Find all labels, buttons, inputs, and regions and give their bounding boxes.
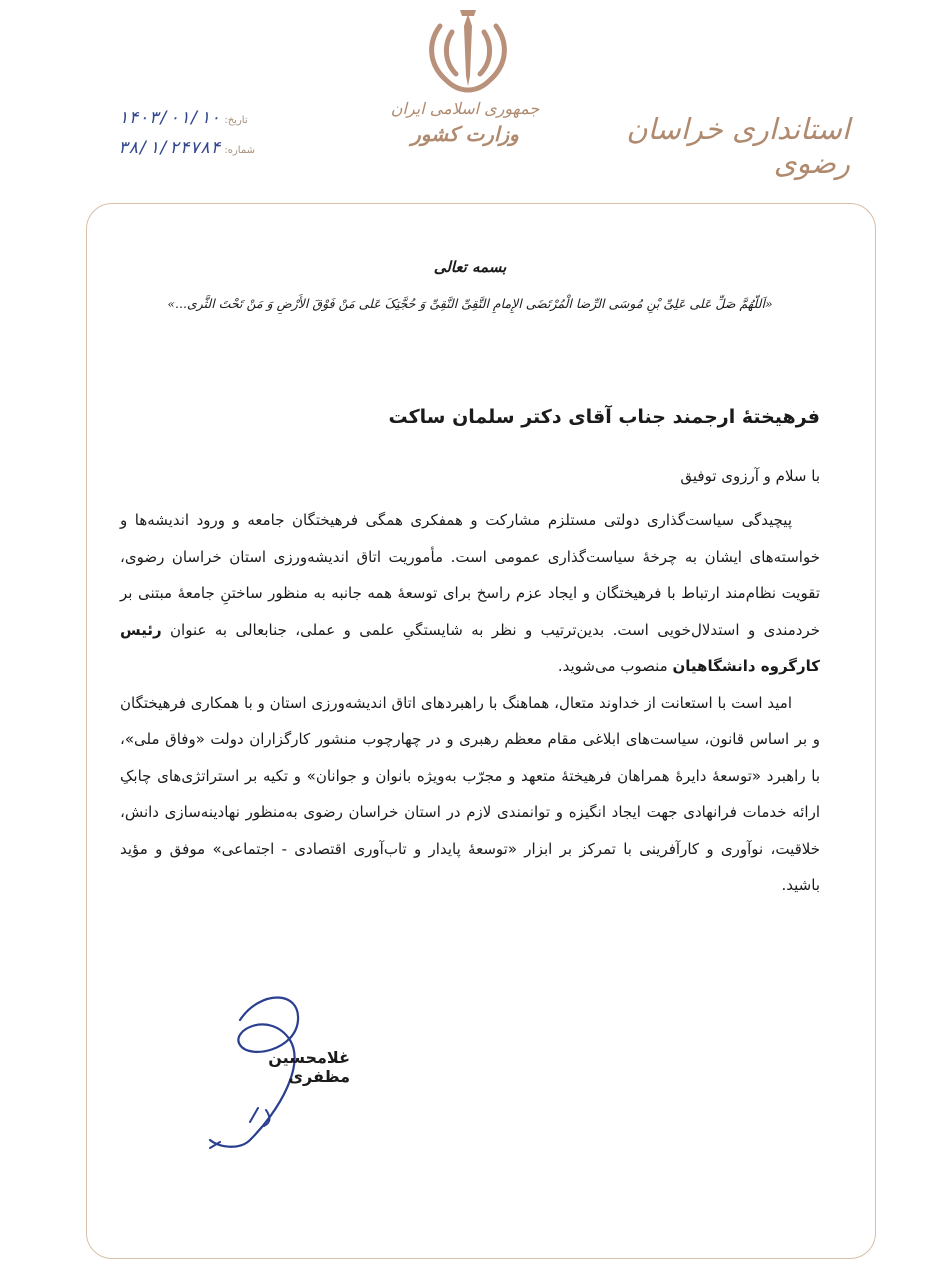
basmala: بسمه تعالی [433,258,507,276]
number-value: ۳۸/۱/۲۴۷۸۴ [118,138,221,158]
letter-body [120,250,820,904]
date-row [118,108,298,138]
paragraph-2: امید است با استعانت از خداوند متعال، هماهنگ با راهبردهای اتاق اندیشه‌ورزی استان و با همکاری فرهیختگان و بر اساس قانون، سیاست‌های ابلاغی مقام معظم رهبری و در چهارچوب منشور کارگزاران دولت «وفاق ملی»، با راهبرد «توسعهٔ دایرهٔ همراهان فرهیختهٔ متعهد و مجرّب به‌ویژه بانوان و جوانان» و تکیه بر استراتژی‌های چابکِ ارائه خدمات فرانهادی جهت ایجاد انگیزه و توانمندی لازم در استان خراسان رضوی به‌منظور نهادینه‌سازی دانش، خلاقیت، نوآوری و کارآفرینی با تمرکز بر ابزار «توسعهٔ پایدار و تاب‌آوری اقتصادی - اجتماعی» موفق و مؤید باشید. [120,693,820,894]
governorate-title: استانداری خراسان رضوی [626,112,850,180]
date-label: تاریخ: [224,115,248,126]
prayer-line: «اَللّهُمَّ صَلِّ عَلی عَلِیِّ بْنِ مُوسَی الرِّضا الْمُرْتَضَی الإِمامِ التَّقِیِّ النَّقِیِّ وَ حُجَّتِکَ عَلی مَنْ فَوْقَ الأَرْضِ وَ مَنْ تَحْتَ الثَّری...» [167,296,773,311]
paragraph-1-text: پیچیدگی سیاست‌گذاری دولتی مستلزم مشارکت و همفکری همگی فرهیختگان جامعه و ورود اندیشه‌ها و خواسته‌های ایشان به چرخهٔ سیاست‌گذاری عمومی است. مأموریت اتاق اندیشه‌ورزی استان خراسان رضوی، تقویت نظام‌مند ارتباط با فرهیختگان و ایجاد عزم راسخ برای توسعهٔ همه جانبه به منظور ساختنِ جامعهٔ مبتنی بر خردمندی و استدلال‌خویی است. بدین‌ترتیب و نظر به شایستگیِ علمی و عملی، جنابعالی به عنوان [120,511,820,639]
paragraph-1-end: منصوب می‌شوید. [557,657,668,675]
recipient-heading: فرهیختهٔ ارجمند جناب آقای دکتر سلمان ساکت [388,406,820,428]
number-label: شماره: [224,145,256,156]
number-row [118,138,298,168]
date-value: ۱۴۰۳/۰۱/۱۰ [118,108,221,128]
ministry-line-1: جمهوری اسلامی ایران [390,99,540,118]
ministry-heading [380,98,550,148]
paragraph-1 [120,502,820,685]
letterhead [0,0,926,200]
ministry-line-2: وزارت کشور [411,122,519,146]
appointment-title: رئیس کارگروه دانشگاهیان [120,620,820,675]
signatory-name: غلامحسین مظفری [268,1048,350,1086]
signature-area [180,990,400,1160]
letter-meta [118,108,298,168]
greeting: با سلام و آرزوی توفیق [680,467,820,485]
iran-emblem-icon [420,6,516,98]
